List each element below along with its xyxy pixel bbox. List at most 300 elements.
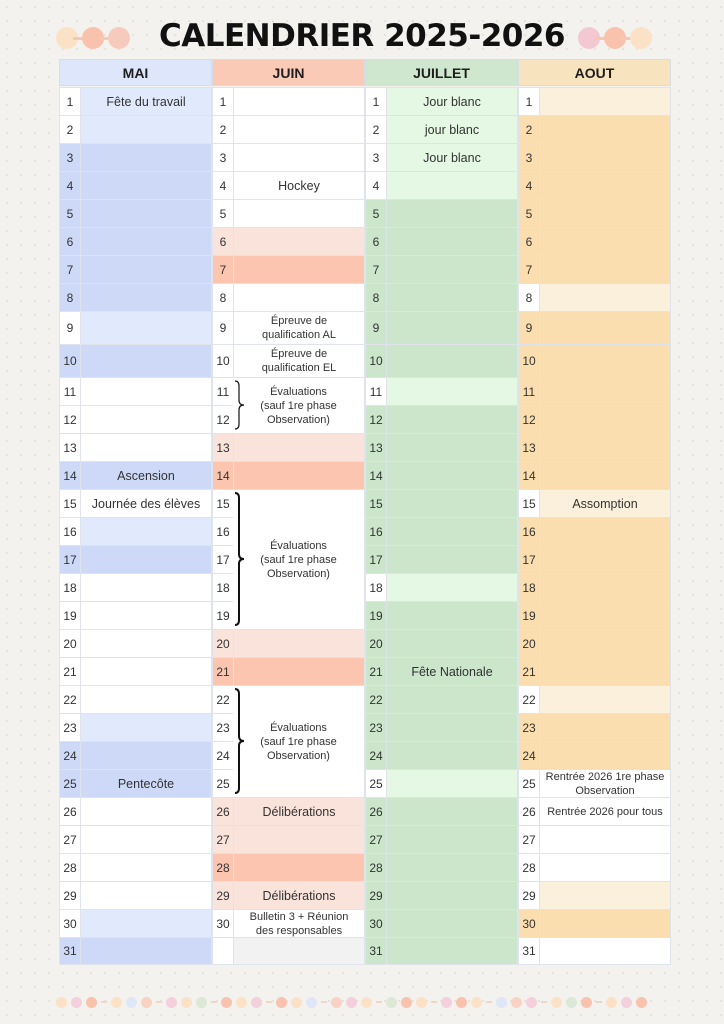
day-number: 7 <box>519 256 539 283</box>
day-cell <box>59 87 212 115</box>
day-number: 25 <box>60 770 80 797</box>
day-cell <box>212 199 365 227</box>
day-cell <box>365 227 518 255</box>
day-number: 12 <box>60 406 80 433</box>
day-cell <box>212 461 365 489</box>
day-event <box>80 434 211 461</box>
day-number: 23 <box>519 714 539 741</box>
day-event <box>386 518 517 545</box>
day-event <box>233 116 364 143</box>
day-cell <box>59 433 212 461</box>
day-cell <box>212 171 365 199</box>
day-number: 10 <box>519 345 539 377</box>
day-event <box>539 518 670 545</box>
day-cell <box>365 685 518 713</box>
day-cell <box>59 881 212 909</box>
day-cell <box>518 115 671 143</box>
day-number: 25 <box>213 770 233 797</box>
day-cell <box>59 713 212 741</box>
day-cell <box>518 171 671 199</box>
day-cell <box>518 433 671 461</box>
day-event: Jour blanc <box>386 144 517 171</box>
day-event <box>539 228 670 255</box>
day-cell <box>59 573 212 601</box>
day-event <box>386 938 517 964</box>
month-column-juin <box>212 59 365 965</box>
day-number: 12 <box>366 406 386 433</box>
day-event <box>539 172 670 199</box>
day-number: 8 <box>519 284 539 311</box>
day-event <box>233 462 364 489</box>
day-number <box>213 938 233 964</box>
day-number: 27 <box>60 826 80 853</box>
day-number: 12 <box>519 406 539 433</box>
day-number: 18 <box>213 574 233 601</box>
day-cell <box>518 937 671 965</box>
day-cell <box>518 853 671 881</box>
day-number: 30 <box>366 910 386 937</box>
day-event <box>539 462 670 489</box>
day-event <box>386 910 517 937</box>
day-event <box>539 378 670 405</box>
day-number: 23 <box>213 714 233 741</box>
day-number: 6 <box>60 228 80 255</box>
day-event <box>80 546 211 573</box>
day-cell <box>365 713 518 741</box>
day-number: 24 <box>519 742 539 769</box>
day-cell <box>518 573 671 601</box>
day-number: 17 <box>519 546 539 573</box>
day-event <box>233 144 364 171</box>
day-cell <box>365 573 518 601</box>
day-event <box>539 938 670 964</box>
day-number: 18 <box>366 574 386 601</box>
day-cell <box>59 797 212 825</box>
day-cell <box>518 227 671 255</box>
day-event <box>539 284 670 311</box>
day-cell <box>518 311 671 344</box>
day-number: 5 <box>60 200 80 227</box>
day-event: Hockey <box>233 172 364 199</box>
day-number: 27 <box>519 826 539 853</box>
day-cell <box>59 255 212 283</box>
day-cell <box>365 199 518 227</box>
day-number: 31 <box>60 938 80 964</box>
day-event: Épreuve de qualification EL <box>233 345 364 377</box>
day-event <box>539 826 670 853</box>
day-number: 2 <box>519 116 539 143</box>
day-number: 18 <box>519 574 539 601</box>
day-number: 10 <box>60 345 80 377</box>
day-number: 24 <box>60 742 80 769</box>
day-number: 3 <box>60 144 80 171</box>
day-cell <box>212 283 365 311</box>
day-event <box>386 256 517 283</box>
day-event <box>539 88 670 115</box>
day-number: 25 <box>519 770 539 797</box>
day-event <box>539 574 670 601</box>
day-number: 15 <box>60 490 80 517</box>
day-number: 29 <box>60 882 80 909</box>
day-cell <box>518 629 671 657</box>
day-cell <box>59 227 212 255</box>
day-number: 24 <box>213 742 233 769</box>
day-event <box>80 518 211 545</box>
day-number: 11 <box>213 378 233 405</box>
day-event <box>233 200 364 227</box>
day-number: 16 <box>213 518 233 545</box>
day-number: 19 <box>366 602 386 629</box>
day-number: 4 <box>60 172 80 199</box>
evaluation-period: Évaluations (sauf 1re phase Observation) <box>233 686 364 797</box>
day-event <box>386 434 517 461</box>
day-cell <box>365 489 518 517</box>
day-cell <box>365 881 518 909</box>
curly-brace-icon <box>234 492 248 626</box>
day-event <box>80 345 211 377</box>
day-number: 12 <box>213 406 233 433</box>
day-cell <box>365 283 518 311</box>
day-event <box>386 742 517 769</box>
day-event <box>539 116 670 143</box>
day-event <box>539 854 670 881</box>
day-event: Délibérations <box>233 882 364 909</box>
day-event <box>539 144 670 171</box>
day-cell <box>365 937 518 965</box>
day-event <box>233 826 364 853</box>
day-number: 23 <box>60 714 80 741</box>
day-cell <box>365 344 518 377</box>
day-cell <box>212 909 365 937</box>
day-cell <box>59 545 212 573</box>
day-cell <box>212 629 365 657</box>
day-cell <box>518 685 671 713</box>
day-number: 1 <box>60 88 80 115</box>
day-cell <box>59 937 212 965</box>
day-cell <box>59 685 212 713</box>
day-number: 4 <box>519 172 539 199</box>
day-number: 14 <box>213 462 233 489</box>
day-event <box>233 284 364 311</box>
day-cell <box>59 601 212 629</box>
day-event <box>386 686 517 713</box>
day-event <box>539 602 670 629</box>
day-number: 26 <box>213 798 233 825</box>
day-number: 22 <box>60 686 80 713</box>
day-cell <box>365 433 518 461</box>
day-event <box>539 714 670 741</box>
day-cell <box>212 115 365 143</box>
day-number: 22 <box>519 686 539 713</box>
day-event <box>539 256 670 283</box>
month-column-mai <box>59 59 212 965</box>
day-number: 20 <box>519 630 539 657</box>
day-number: 10 <box>366 345 386 377</box>
day-number: 2 <box>366 116 386 143</box>
evaluation-period: Évaluations (sauf 1re phase Observation) <box>233 490 364 629</box>
day-cell <box>518 545 671 573</box>
day-number: 4 <box>213 172 233 199</box>
day-cell <box>365 601 518 629</box>
day-number: 8 <box>213 284 233 311</box>
day-number: 30 <box>519 910 539 937</box>
decoration-left <box>56 26 125 50</box>
day-event <box>386 200 517 227</box>
day-cell <box>59 377 212 405</box>
day-number: 14 <box>366 462 386 489</box>
day-number: 29 <box>366 882 386 909</box>
day-cell <box>59 517 212 545</box>
day-cell <box>59 909 212 937</box>
day-event: Ascension <box>80 462 211 489</box>
day-cell <box>365 171 518 199</box>
month-header-mai: MAI <box>59 59 212 86</box>
day-cell <box>518 143 671 171</box>
day-event <box>539 742 670 769</box>
day-cell <box>59 344 212 377</box>
day-cell <box>212 311 365 344</box>
day-cell <box>212 344 365 377</box>
day-event <box>386 172 517 199</box>
day-event <box>386 490 517 517</box>
day-number: 17 <box>60 546 80 573</box>
day-number: 7 <box>213 256 233 283</box>
day-cell <box>365 311 518 344</box>
day-cell <box>518 741 671 769</box>
day-event <box>539 200 670 227</box>
day-event <box>539 910 670 937</box>
day-cell <box>365 909 518 937</box>
day-event <box>80 686 211 713</box>
day-cell <box>365 657 518 685</box>
day-cell <box>59 311 212 344</box>
day-number: 24 <box>366 742 386 769</box>
day-number: 9 <box>366 312 386 344</box>
day-number: 20 <box>213 630 233 657</box>
day-cell <box>365 545 518 573</box>
day-event <box>386 312 517 344</box>
day-cell <box>59 489 212 517</box>
day-event: Bulletin 3 + Réunion des responsables <box>233 910 364 937</box>
day-number: 8 <box>60 284 80 311</box>
day-cell <box>59 171 212 199</box>
day-event <box>539 630 670 657</box>
day-event <box>386 798 517 825</box>
day-cell <box>212 797 365 825</box>
day-number: 5 <box>366 200 386 227</box>
day-cell <box>212 433 365 461</box>
day-event <box>539 686 670 713</box>
day-event <box>386 228 517 255</box>
day-event <box>539 434 670 461</box>
day-number: 31 <box>366 938 386 964</box>
day-event <box>80 630 211 657</box>
day-event <box>539 312 670 344</box>
day-number: 26 <box>519 798 539 825</box>
day-number: 13 <box>213 434 233 461</box>
day-event <box>80 602 211 629</box>
day-number: 2 <box>60 116 80 143</box>
day-cell <box>518 909 671 937</box>
day-event <box>80 144 211 171</box>
day-number: 6 <box>213 228 233 255</box>
day-event <box>80 116 211 143</box>
day-event <box>80 854 211 881</box>
day-number: 27 <box>366 826 386 853</box>
day-event <box>386 826 517 853</box>
day-number: 14 <box>519 462 539 489</box>
day-event <box>233 256 364 283</box>
day-cell <box>518 797 671 825</box>
day-cell <box>59 769 212 797</box>
day-event <box>233 630 364 657</box>
month-column-aout <box>518 59 671 965</box>
day-number: 8 <box>366 284 386 311</box>
day-number: 11 <box>60 378 80 405</box>
day-event <box>386 602 517 629</box>
day-event <box>386 714 517 741</box>
day-cell <box>212 143 365 171</box>
day-number: 5 <box>519 200 539 227</box>
day-event: Assomption <box>539 490 670 517</box>
day-number: 13 <box>60 434 80 461</box>
day-number: 30 <box>60 910 80 937</box>
day-number: 21 <box>213 658 233 685</box>
calendar-grid <box>59 59 671 965</box>
day-number: 28 <box>519 854 539 881</box>
day-event <box>80 200 211 227</box>
day-cell <box>365 143 518 171</box>
day-number: 19 <box>519 602 539 629</box>
day-event <box>80 910 211 937</box>
day-number: 29 <box>213 882 233 909</box>
day-cell <box>518 825 671 853</box>
day-number: 3 <box>366 144 386 171</box>
day-event <box>80 714 211 741</box>
day-event <box>233 228 364 255</box>
day-number: 15 <box>519 490 539 517</box>
month-header-juin: JUIN <box>212 59 365 86</box>
day-event <box>539 882 670 909</box>
day-number: 17 <box>213 546 233 573</box>
day-event <box>233 658 364 685</box>
day-event: Journée des élèves <box>80 490 211 517</box>
day-number: 23 <box>366 714 386 741</box>
day-event: Rentrée 2026 pour tous <box>539 798 670 825</box>
day-cell <box>518 461 671 489</box>
day-number: 13 <box>366 434 386 461</box>
day-event <box>80 406 211 433</box>
day-event <box>80 826 211 853</box>
day-cell <box>365 629 518 657</box>
day-cell <box>518 881 671 909</box>
day-cell <box>365 115 518 143</box>
day-event <box>80 574 211 601</box>
day-event: jour blanc <box>386 116 517 143</box>
day-number: 7 <box>366 256 386 283</box>
day-cell <box>365 405 518 433</box>
day-number: 17 <box>366 546 386 573</box>
day-cell <box>59 283 212 311</box>
day-event <box>386 345 517 377</box>
day-cell <box>518 517 671 545</box>
day-number: 21 <box>519 658 539 685</box>
day-number: 26 <box>60 798 80 825</box>
decoration-right <box>578 26 647 50</box>
day-event: Pentecôte <box>80 770 211 797</box>
day-number: 22 <box>366 686 386 713</box>
day-number: 1 <box>366 88 386 115</box>
day-cell <box>365 377 518 405</box>
day-cell <box>365 87 518 115</box>
day-event <box>80 378 211 405</box>
day-cell <box>518 87 671 115</box>
day-number: 31 <box>519 938 539 964</box>
day-cell <box>59 115 212 143</box>
day-event <box>539 345 670 377</box>
day-cell <box>365 825 518 853</box>
day-cell <box>518 601 671 629</box>
month-column-juillet <box>365 59 518 965</box>
day-event <box>233 88 364 115</box>
day-number: 5 <box>213 200 233 227</box>
day-cell <box>59 853 212 881</box>
day-cell <box>518 769 671 797</box>
day-number: 30 <box>213 910 233 937</box>
day-event <box>386 406 517 433</box>
page-title: CALENDRIER 2025-2026 <box>158 18 566 54</box>
day-event <box>386 462 517 489</box>
day-cell <box>212 937 365 965</box>
day-cell <box>59 143 212 171</box>
day-number: 4 <box>366 172 386 199</box>
day-cell <box>212 227 365 255</box>
day-number: 18 <box>60 574 80 601</box>
day-number: 9 <box>60 312 80 344</box>
day-number: 16 <box>519 518 539 545</box>
day-number: 11 <box>519 378 539 405</box>
day-number: 21 <box>60 658 80 685</box>
day-event <box>80 312 211 344</box>
month-header-aout: AOUT <box>518 59 671 86</box>
day-cell <box>365 517 518 545</box>
day-number: 11 <box>366 378 386 405</box>
day-event: Fête Nationale <box>386 658 517 685</box>
day-event <box>80 284 211 311</box>
day-event: Jour blanc <box>386 88 517 115</box>
day-number: 19 <box>213 602 233 629</box>
day-event <box>386 284 517 311</box>
day-number: 14 <box>60 462 80 489</box>
curly-brace-icon <box>234 688 248 794</box>
day-event <box>80 172 211 199</box>
day-cell <box>518 255 671 283</box>
day-event <box>539 406 670 433</box>
day-number: 21 <box>366 658 386 685</box>
day-cell <box>212 825 365 853</box>
day-event: Épreuve de qualification AL <box>233 312 364 344</box>
curly-brace-icon <box>234 380 248 430</box>
day-number: 6 <box>519 228 539 255</box>
day-number: 3 <box>213 144 233 171</box>
day-number: 16 <box>366 518 386 545</box>
day-number: 7 <box>60 256 80 283</box>
day-cell <box>518 283 671 311</box>
day-number: 20 <box>366 630 386 657</box>
day-number: 22 <box>213 686 233 713</box>
day-cell <box>212 87 365 115</box>
day-number: 28 <box>366 854 386 881</box>
